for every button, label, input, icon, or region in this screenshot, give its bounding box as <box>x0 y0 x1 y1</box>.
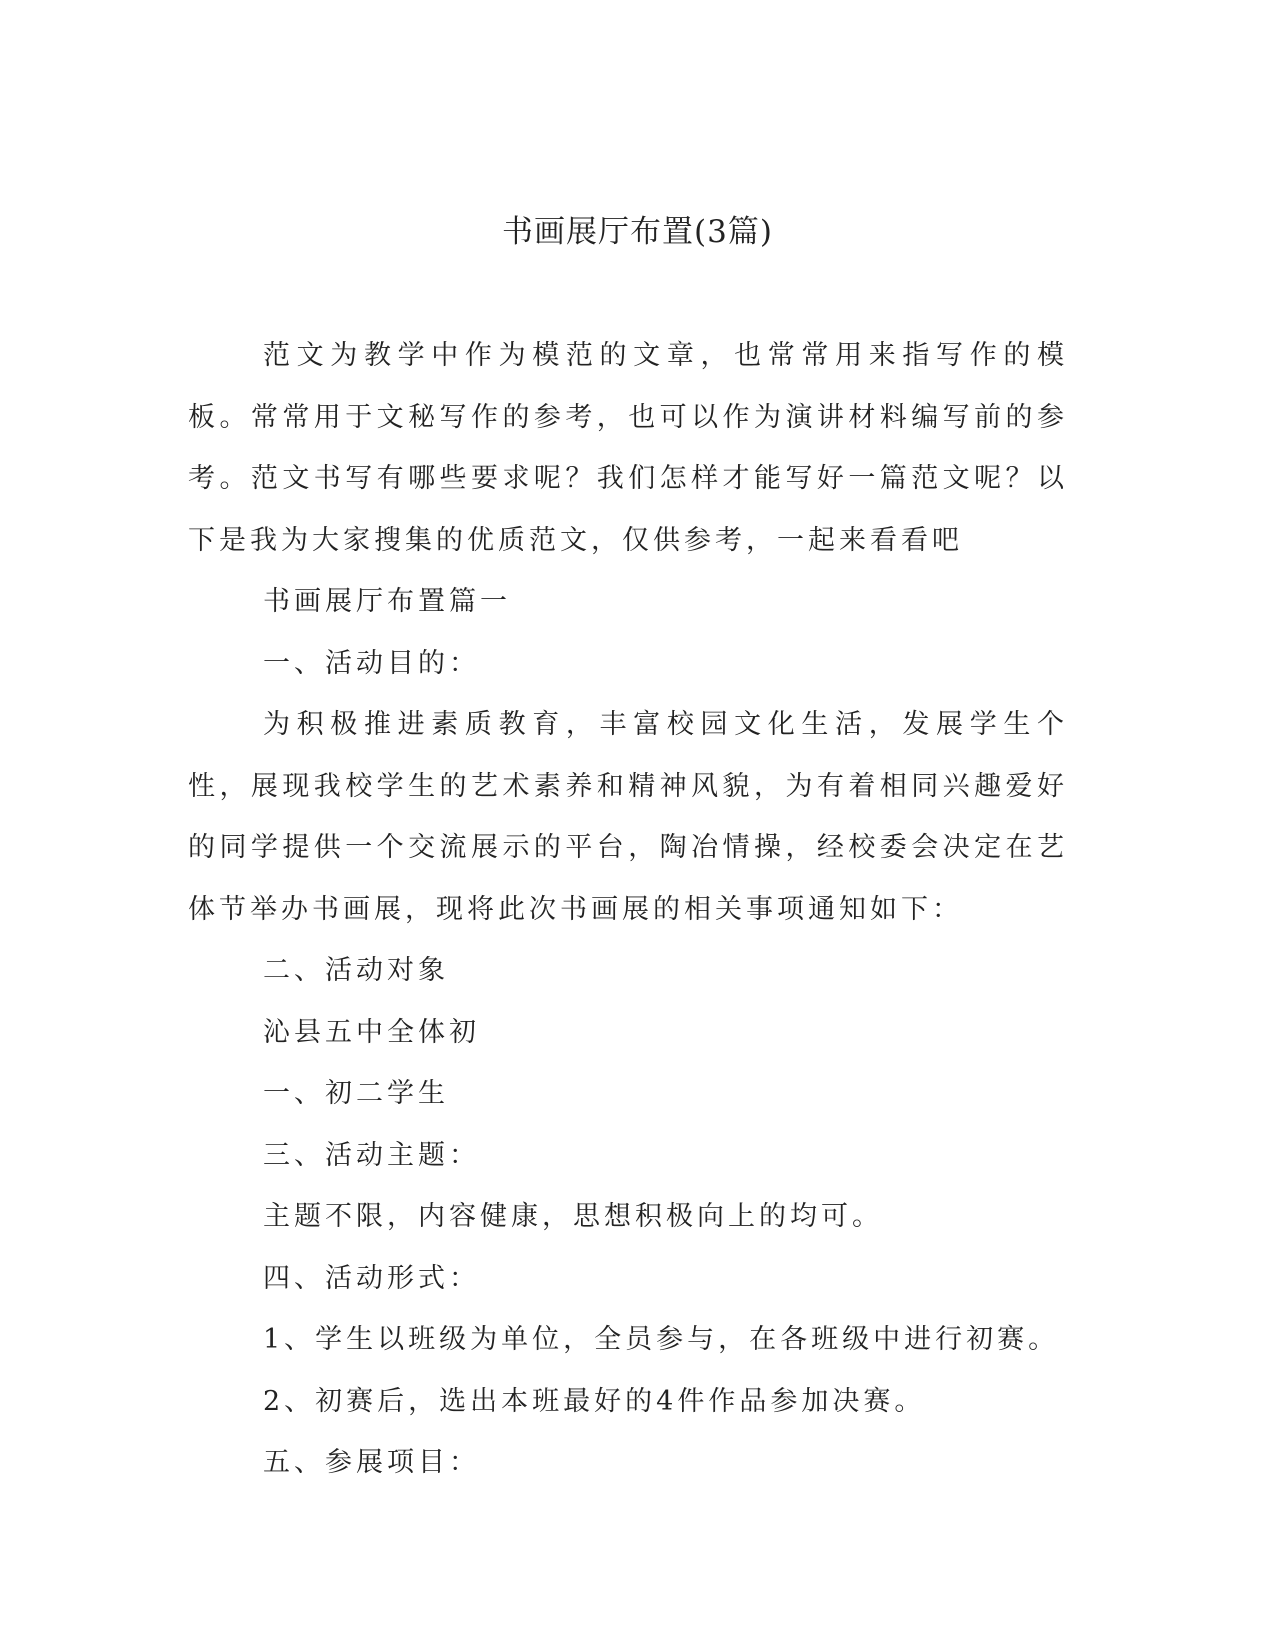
paragraph-activity-purpose: 为积极推进素质教育，丰富校园文化生活，发展学生个性，展现我校学生的艺术素养和精神风貌，为有着相同兴趣爱好的同学提供一个交流展示的平台，陶冶情操，经校委会决定在艺体节举办书画展，现将此次书画展的相关事项通知如下： <box>188 709 1068 925</box>
paragraph-target-grades: 一、初二学生 <box>263 1078 449 1109</box>
heading-activity-format: 四、活动形式： <box>263 1262 480 1294</box>
list-item-format-1: 1、学生以班级为单位，全员参与，在各班级中进行初赛。 <box>263 1324 1060 1355</box>
heading-exhibition-items: 五、参展项目： <box>263 1447 480 1478</box>
list-item-format-2: 2、初赛后，选出本班最好的4件作品参加决赛。 <box>263 1385 926 1417</box>
document-body <box>188 325 1068 1494</box>
paragraph-intro: 范文为教学中作为模范的文章，也常常用来指写作的模板。常常用于文秘写作的参考，也可以作为演讲材料编写前的参考。范文书写有哪些要求呢？我们怎样才能写好一篇范文呢？以下是我为大家搜集的优质范文，仅供参考，一起来看看吧 <box>188 340 1068 556</box>
paragraph-target-school: 沁县五中全体初 <box>263 1016 480 1048</box>
paragraph-activity-theme: 主题不限，内容健康，思想积极向上的均可。 <box>263 1201 883 1232</box>
heading-activity-purpose: 一、活动目的： <box>263 647 480 679</box>
heading-activity-theme: 三、活动主题： <box>263 1139 480 1171</box>
heading-activity-target: 二、活动对象 <box>263 955 449 986</box>
section-heading-part-one: 书画展厅布置篇一 <box>263 586 511 617</box>
document-title: 书画展厅布置(3篇) <box>502 214 773 250</box>
